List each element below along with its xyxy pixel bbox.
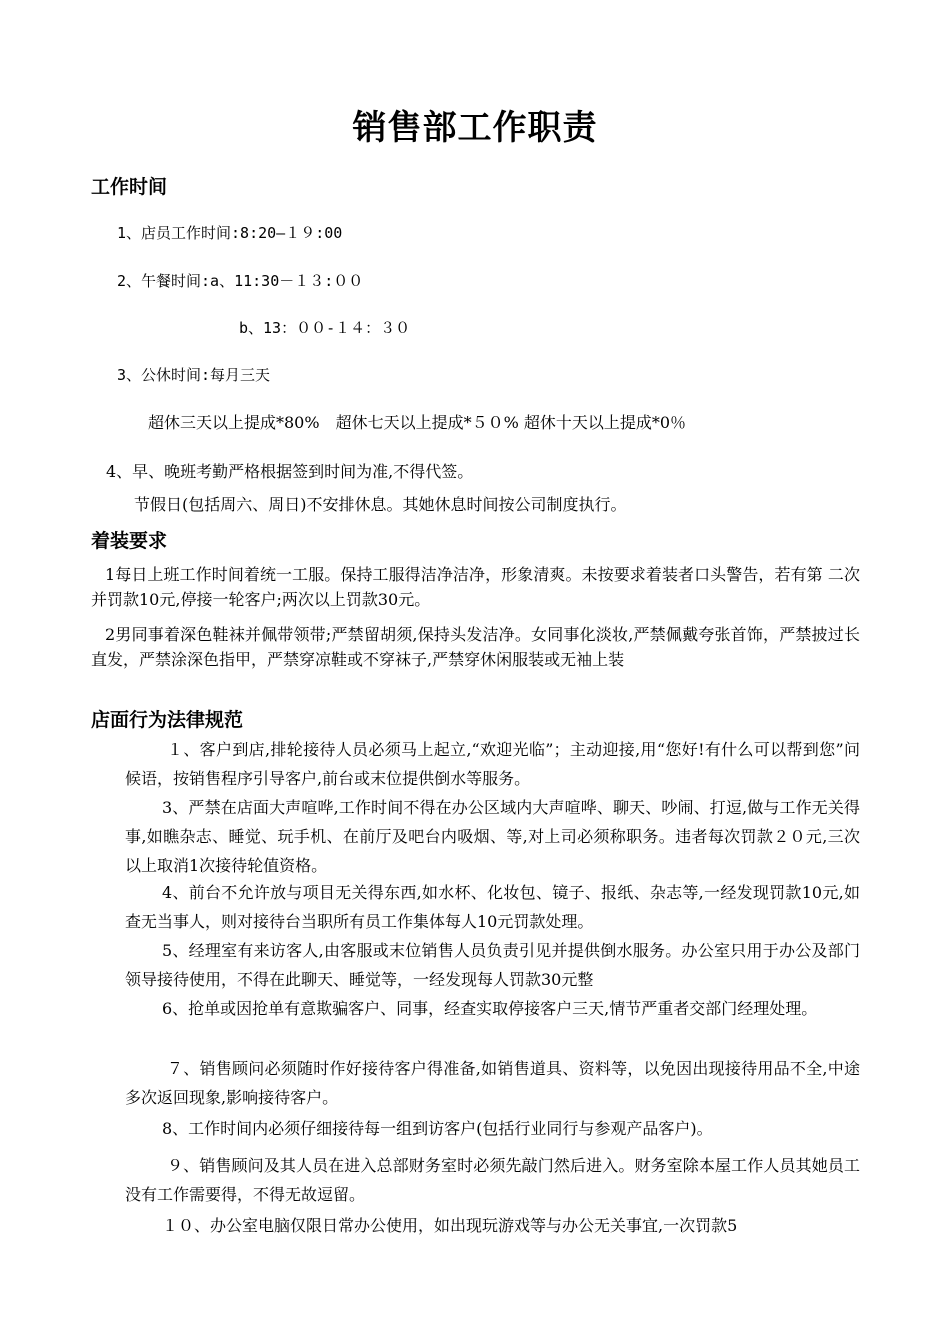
document-title: 销售部工作职责: [352, 108, 598, 148]
work-time-item-4: 4、早、晚班考勤严格根据签到时间为准,不得代签。: [106, 462, 474, 481]
work-time-item-3-note: 超休三天以上提成*80% 超休七天以上提成*５０% 超休十天以上提成*0％: [148, 413, 687, 432]
dress-rule-1: 1每日上班工作时间着统一工服。保持工服得洁净洁净，形象清爽。未按要求着装者口头警告，若有第 二次并罚款10元,停接一轮客户;两次以上罚款30元。: [91, 565, 860, 609]
conduct-rule-5: 5、经理室有来访客人,由客服或末位销售人员负责引见并提供倒水服务。办公室只用于办公及部门领导接待使用，不得在此聊天、睡觉等，一经发现每人罚款30元整: [125, 941, 860, 989]
conduct-rule-1: １、客户到店,排轮接待人员必须马上起立,“欢迎光临”；主动迎接,用“您好!有什么可以帮到您”问候语，按销售程序引导客户,前台或末位提供倒水等服务。: [125, 740, 860, 788]
conduct-rule-4: 4、前台不允许放与项目无关得东西,如水杯、化妆包、镜子、报纸、杂志等,一经发现罚款10元,如查无当事人，则对接待台当职所有员工作集体每人10元罚款处理。: [125, 883, 860, 931]
work-time-holiday: 节假日(包括周六、周日)不安排休息。其她休息时间按公司制度执行。: [134, 495, 627, 514]
conduct-rule-6: 6、抢单或因抢单有意欺骗客户、同事，经查实取停接客户三天,情节严重者交部门经理处理。: [162, 999, 818, 1018]
dress-rule-2: 2男同事着深色鞋袜并佩带领带;严禁留胡须,保持头发洁净。女同事化淡妆,严禁佩戴夸张首饰，严禁披过长直发，严禁涂深色指甲，严禁穿凉鞋或不穿袜子,严禁穿休闲服装或无袖上装: [91, 625, 860, 669]
conduct-rule-10: １０、办公室电脑仅限日常办公使用，如出现玩游戏等与办公无关事宜,一次罚款5: [162, 1216, 738, 1235]
work-time-item-2b: b、13：００-１４：３０: [239, 319, 411, 337]
section-heading-conduct: 店面行为法律规范: [91, 709, 244, 731]
conduct-rule-9: ９、销售顾问及其人员在进入总部财务室时必须先敲门然后进入。财务室除本屋工作人员其她员工没有工作需要得，不得无故逗留。: [125, 1156, 860, 1204]
section-heading-work-time: 工作时间: [91, 176, 168, 198]
conduct-rule-8: 8、工作时间内必须仔细接待每一组到访客户(包括行业同行与参观产品客户)。: [162, 1119, 713, 1138]
conduct-rule-7: ７、销售顾问必须随时作好接待客户得准备,如销售道具、资料等，以免因出现接待用品不全,中途多次返回现象,影响接待客户。: [125, 1059, 860, 1107]
work-time-item-1: 1、店员工作时间:8:20—１９:00: [117, 224, 343, 242]
work-time-item-2: 2、午餐时间:a、11:30－１３:００: [117, 272, 364, 290]
section-heading-dress: 着装要求: [91, 530, 168, 552]
work-time-item-3: 3、公休时间:每月三天: [117, 366, 271, 384]
conduct-rule-3: 3、严禁在店面大声喧哗,工作时间不得在办公区域内大声喧哗、聊天、吵闹、打逗,做与工作无关得事,如瞧杂志、睡觉、玩手机、在前厅及吧台内吸烟、等,对上司必须称职务。违者每次罚款２０元,三次以上取消1次接待轮值资格。: [125, 798, 860, 875]
